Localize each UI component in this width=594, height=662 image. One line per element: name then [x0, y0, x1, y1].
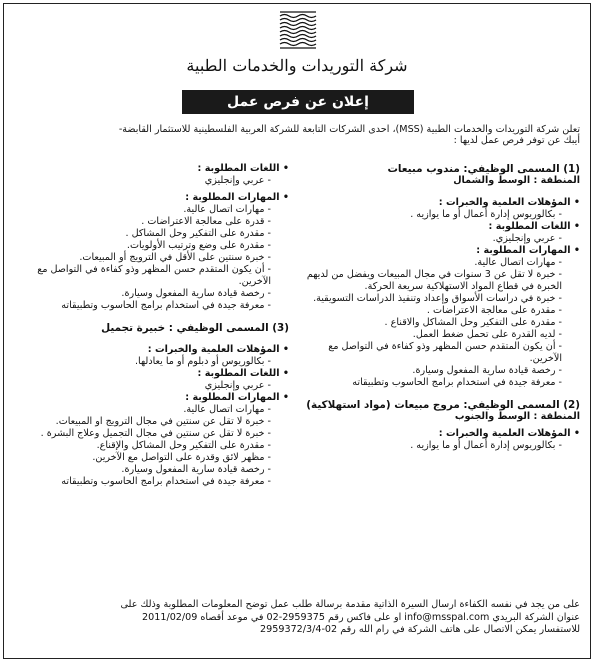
closing-line: على من يجد في نفسه الكفاءة ارسال السيرة الذاتية مقدمة برسالة طلب عمل توضح المعلومات المطلوبة وذلك على	[120, 599, 580, 610]
list-item: - معرفة جيدة في استخدام برامج الحاسوب وتطبيقاته	[61, 300, 271, 311]
company-name: شركة التوريدات والخدمات الطبية	[186, 56, 408, 75]
list-item: - مقدرة على وضع وترتيب الأولويات.	[126, 240, 271, 251]
section-heading: • اللغات المطلوبة :	[488, 221, 580, 232]
job-title: (3) المسمى الوظيفي : خبيرة تجميل	[101, 322, 289, 334]
section-heading: المنطقة : الوسط والجنوب	[454, 411, 580, 422]
job-title: (1) المسمى الوظيفي: مندوب مبيعات	[387, 163, 580, 175]
section-heading: • المهارات المطلوبة :	[476, 245, 580, 256]
list-item: - مهارات اتصال عالية.	[474, 257, 562, 268]
section-heading: • المؤهلات العلمية والخبرات :	[147, 344, 289, 355]
list-item: - مقدرة على التفكير وحل المشاكل والاقناع .	[384, 317, 562, 328]
section-heading: المنطقة : الوسط والشمال	[453, 175, 580, 186]
list-item: - بكالوريوس أو دبلوم أو ما يعادلها.	[135, 356, 271, 367]
intro-line: أيبك عن توفر فرص عمل لديها :	[453, 135, 580, 146]
list-item: - رخصة قيادة سارية المفعول وسيارة.	[121, 288, 271, 299]
list-item: - خبرة لا تقل عن سنتين في مجال التجميل وعلاج البشرة .	[40, 428, 271, 439]
closing-line: للاستفسار يمكن الاتصال على هاتف الشركة في رام الله رقم 02-2959372/3/4	[260, 624, 580, 635]
spacer	[9, 334, 289, 344]
list-item: - لديه القدرة على تحمل ضغط العمل.	[412, 329, 562, 340]
list-item: - أن يكون المتقدم حسن المظهر وذو كفاءة في التواصل مع الآخرين.	[328, 341, 562, 364]
list-item: - عربي وإنجليزي.	[492, 233, 562, 244]
list-item: - مقدرة على التفكير وحل المشاكل .	[125, 228, 271, 239]
banner-title: إعلان عن فرص عمل	[182, 90, 414, 114]
spacer	[9, 312, 289, 322]
list-item: - بكالوريوس إدارة أعمال أو ما يوازيه .	[410, 209, 562, 220]
spacer	[300, 187, 580, 197]
section-heading: • اللغات المطلوبة :	[197, 368, 289, 379]
list-item: - خبرة لا تقل عن سنتين في مجال الترويج او المبيعات.	[55, 416, 271, 427]
list-item: - بكالوريوس إدارة أعمال أو ما يوازيه .	[410, 440, 562, 451]
section-heading: • المؤهلات العلمية والخبرات :	[438, 428, 580, 439]
list-item: - خبرة لا تقل عن 3 سنوات في مجال المبيعات ويفضل من لديهم الخبرة في قطاع المواد الاستهلاكية سريعة الحركة.	[306, 269, 562, 292]
section-heading: • المؤهلات العلمية والخبرات :	[438, 197, 580, 208]
list-item: - رخصة قيادة سارية المفعول وسيارة.	[412, 365, 562, 376]
closing-line: عنوان الشركة البريدي info@msspal.com او على فاكس رقم 2959375-02 في موعد أقصاه 2011/02/09	[142, 611, 580, 623]
list-item: - مهارات اتصال عالية.	[183, 204, 271, 215]
intro-paragraph	[12, 124, 580, 146]
spacer	[300, 389, 580, 399]
company-logo-icon	[276, 8, 320, 54]
list-item: - خبرة في دراسات الأسواق وإعداد وتنفيذ الدراسات التسويقية.	[313, 293, 562, 304]
intro-line: تعلن شركة التوريدات والخدمات الطبية (MSS)، احدى الشركات التابعة للشركة العربية الفلسطينية للاستثمار القابضة-	[118, 124, 580, 135]
list-item: - معرفة جيدة في استخدام برامج الحاسوب وتطبيقاته	[352, 377, 562, 388]
list-item: - خبرة سنتين على الأقل في الترويج أو المبيعات.	[79, 252, 271, 263]
section-heading: • المهارات المطلوبة :	[185, 392, 289, 403]
list-item: - مقدرة على التفكير وحل المشاكل والإقناع.	[96, 440, 271, 451]
job-title: (2) المسمى الوظيفي: مروج مبيعات (مواد استهلاكية)	[306, 399, 580, 411]
list-item: - عربي وإنجليزي	[204, 175, 271, 186]
closing-paragraph	[12, 599, 580, 637]
left-column	[9, 163, 289, 488]
list-item: - مقدرة على معالجة الاعتراضات .	[426, 305, 562, 316]
list-item: - مظهر لائق وقدرة على التواصل مع الآخرين.	[92, 452, 271, 463]
list-item: - رخصة قيادة سارية المفعول وسيارة.	[121, 464, 271, 475]
list-item: - أن يكون المتقدم حسن المظهر وذو كفاءة في التواصل مع الآخرين.	[37, 264, 271, 287]
list-item: - عربي وإنجليزي	[204, 380, 271, 391]
section-heading: • اللغات المطلوبة :	[197, 163, 289, 174]
list-item: - قدرة على معالجة الاعتراضات .	[141, 216, 271, 227]
right-column	[300, 163, 580, 452]
section-heading: • المهارات المطلوبة :	[185, 192, 289, 203]
list-item: - مهارات اتصال عالية.	[183, 404, 271, 415]
list-item: - معرفة جيدة في استخدام برامج الحاسوب وتطبيقاته	[61, 476, 271, 487]
